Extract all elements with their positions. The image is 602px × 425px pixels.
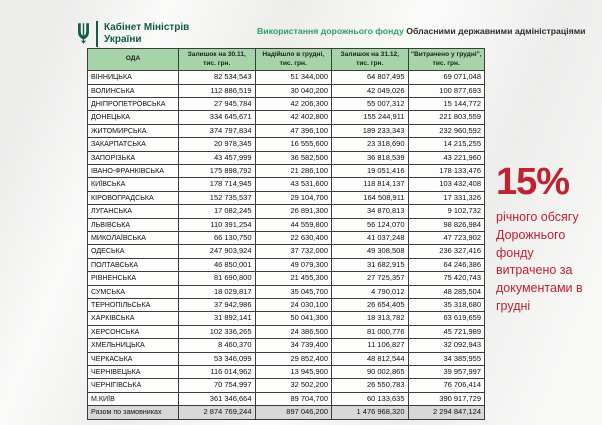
table-row [88, 191, 485, 204]
value-cell: 374 797,834 [179, 124, 256, 137]
value-cell: 30 040,200 [255, 84, 332, 97]
table-row [88, 352, 485, 365]
value-cell: 81 000,776 [332, 325, 409, 338]
value-cell: 232 960,592 [408, 124, 485, 137]
region-name-cell: ЗАКАРПАТСЬКА [88, 138, 179, 151]
value-cell: 178 133,476 [408, 164, 485, 177]
value-cell: 43 457,999 [179, 151, 256, 164]
value-cell: 236 327,416 [408, 245, 485, 258]
region-name-cell: МИКОЛАЇВСЬКА [88, 232, 179, 245]
value-cell: 45 721,989 [408, 325, 485, 338]
value-cell: 35 045,700 [255, 285, 332, 298]
table-row [88, 164, 485, 177]
value-cell: 26 891,300 [255, 205, 332, 218]
callout-percent: 15% [496, 161, 570, 203]
value-cell: 60 133,635 [332, 392, 409, 405]
value-cell: 390 917,729 [408, 392, 485, 405]
callout-text: річного обсягу Дорожнього фонду витрачено за документами в грудні [496, 210, 583, 313]
value-cell: 22 630,400 [255, 232, 332, 245]
value-cell: 43 531,600 [255, 178, 332, 191]
table-row [88, 84, 485, 97]
value-cell: 155 244,911 [332, 111, 409, 124]
value-cell: 15 144,772 [408, 97, 485, 110]
table-row [88, 124, 485, 137]
value-cell: 9 102,732 [408, 205, 485, 218]
value-cell: 23 318,690 [332, 138, 409, 151]
value-cell: 36 582,500 [255, 151, 332, 164]
table-row [88, 71, 485, 84]
table-row [88, 325, 485, 338]
value-cell: 189 233,343 [332, 124, 409, 137]
table-row [88, 245, 485, 258]
region-name-cell: ЧЕРНІВЕЦЬКА [88, 366, 179, 379]
region-name-cell: ОДЕСЬКА [88, 245, 179, 258]
value-cell: 103 432,408 [408, 178, 485, 191]
value-cell: 42 402,800 [255, 111, 332, 124]
table-row [88, 339, 485, 352]
value-cell: 221 803,559 [408, 111, 485, 124]
title-rest: Обласними державними адміністраціями [406, 26, 586, 36]
value-cell: 31 892,141 [179, 312, 256, 325]
value-cell: 37 942,986 [179, 299, 256, 312]
value-cell: 64 246,386 [408, 258, 485, 271]
region-name-cell: ЛУГАНСЬКА [88, 205, 179, 218]
value-cell: 29 852,400 [255, 352, 332, 365]
value-cell: 175 898,792 [179, 164, 256, 177]
region-name-cell: СУМСЬКА [88, 285, 179, 298]
value-cell: 47 396,100 [255, 124, 332, 137]
value-cell: 64 807,495 [332, 71, 409, 84]
value-cell: 21 455,300 [255, 272, 332, 285]
column-header: Залишок на 30.11, тис. грн. [179, 49, 256, 71]
value-cell: 70 754,997 [179, 379, 256, 392]
region-name-cell: ЧЕРКАСЬКА [88, 352, 179, 365]
value-cell: 35 318,680 [408, 299, 485, 312]
value-cell: 50 041,300 [255, 312, 332, 325]
value-cell: 43 221,960 [408, 151, 485, 164]
value-cell: 26 654,405 [332, 299, 409, 312]
table-row [88, 151, 485, 164]
value-cell: 164 508,911 [332, 191, 409, 204]
value-cell: 36 818,539 [332, 151, 409, 164]
value-cell: 42 049,026 [332, 84, 409, 97]
table-body [88, 71, 485, 406]
value-cell: 89 704,700 [255, 392, 332, 405]
value-cell: 178 714,945 [179, 178, 256, 191]
region-name-cell: ДОНЕЦЬКА [88, 111, 179, 124]
value-cell: 8 460,370 [179, 339, 256, 352]
region-name-cell: ВІННИЦЬКА [88, 71, 179, 84]
value-cell: 116 014,962 [179, 366, 256, 379]
value-cell: 98 826,984 [408, 218, 485, 231]
table-row [88, 312, 485, 325]
page-title [257, 26, 585, 36]
table-row [88, 285, 485, 298]
value-cell: 42 206,300 [255, 97, 332, 110]
value-cell: 11 106,827 [332, 339, 409, 352]
value-cell: 48 812,544 [332, 352, 409, 365]
value-cell: 49 308,508 [332, 245, 409, 258]
value-cell: 66 130,750 [179, 232, 256, 245]
value-cell: 48 285,504 [408, 285, 485, 298]
value-cell: 18 029,817 [179, 285, 256, 298]
column-header: "Витрачено у грудні", тис. грн. [408, 49, 485, 71]
value-cell: 247 903,924 [179, 245, 256, 258]
totals-row [88, 406, 485, 419]
value-cell: 75 420,743 [408, 272, 485, 285]
org-name-line1: Кабінет Міністрів [104, 21, 190, 33]
region-name-cell: ДНІПРОПЕТРОВСЬКА [88, 97, 179, 110]
value-cell: 31 682,915 [332, 258, 409, 271]
callout [496, 163, 596, 316]
value-cell: 2 294 847,124 [408, 406, 485, 419]
value-cell: 34 385,955 [408, 352, 485, 365]
column-header: ОДА [88, 49, 179, 71]
table-row [88, 178, 485, 191]
title-highlight: Використання дорожнього фонду [257, 26, 404, 36]
region-name-cell: М.КИЇВ [88, 392, 179, 405]
value-cell: 69 071,048 [408, 71, 485, 84]
value-cell: 19 051,416 [332, 164, 409, 177]
value-cell: 41 037,248 [332, 232, 409, 245]
table-row [88, 138, 485, 151]
value-cell: 29 104,700 [255, 191, 332, 204]
table-row [88, 299, 485, 312]
value-cell: 17 082,245 [179, 205, 256, 218]
table-row [88, 392, 485, 405]
region-name-cell: ІВАНО-ФРАНКІВСЬКА [88, 164, 179, 177]
value-cell: 37 732,000 [255, 245, 332, 258]
value-cell: 16 555,600 [255, 138, 332, 151]
region-name-cell: ХАРКІВСЬКА [88, 312, 179, 325]
cabinet-logo [76, 20, 189, 47]
value-cell: 334 645,671 [179, 111, 256, 124]
table-row [88, 97, 485, 110]
region-name-cell: ХМЕЛЬНИЦЬКА [88, 339, 179, 352]
value-cell: 110 391,254 [179, 218, 256, 231]
value-cell: 56 124,070 [332, 218, 409, 231]
value-cell: 897 046,200 [255, 406, 332, 419]
value-cell: 53 346,099 [179, 352, 256, 365]
region-name-cell: ХЕРСОНСЬКА [88, 325, 179, 338]
table-header-row [88, 49, 485, 71]
table-row [88, 218, 485, 231]
value-cell: 55 007,312 [332, 97, 409, 110]
region-name-cell: ПОЛТАВСЬКА [88, 258, 179, 271]
region-name-cell: ВОЛИНСЬКА [88, 84, 179, 97]
region-name-cell: КІРОВОГРАДСЬКА [88, 191, 179, 204]
value-cell: 20 978,345 [179, 138, 256, 151]
value-cell: 32 502,200 [255, 379, 332, 392]
table-row [88, 366, 485, 379]
value-cell: 118 814,137 [332, 178, 409, 191]
value-cell: 24 386,500 [255, 325, 332, 338]
value-cell: 46 850,001 [179, 258, 256, 271]
value-cell: 1 476 968,320 [332, 406, 409, 419]
value-cell: 34 870,813 [332, 205, 409, 218]
table-row [88, 205, 485, 218]
totals-label-cell: Разом по замовниках [88, 406, 179, 419]
region-name-cell: ЖИТОМИРСЬКА [88, 124, 179, 137]
value-cell: 361 346,664 [179, 392, 256, 405]
value-cell: 112 886,519 [179, 84, 256, 97]
org-name-line2: України [104, 33, 142, 45]
table-row [88, 272, 485, 285]
region-name-cell: РІВНЕНСЬКА [88, 272, 179, 285]
value-cell: 2 874 769,244 [179, 406, 256, 419]
value-cell: 4 790,012 [332, 285, 409, 298]
value-cell: 81 690,800 [179, 272, 256, 285]
value-cell: 102 336,265 [179, 325, 256, 338]
table-row [88, 232, 485, 245]
column-header: Залишок на 31.12, тис. грн. [332, 49, 409, 71]
region-name-cell: ЧЕРНІГІВСЬКА [88, 379, 179, 392]
value-cell: 32 092,943 [408, 339, 485, 352]
value-cell: 13 945,900 [255, 366, 332, 379]
value-cell: 34 739,400 [255, 339, 332, 352]
value-cell: 24 030,100 [255, 299, 332, 312]
table-row [88, 111, 485, 124]
fund-table [87, 48, 485, 420]
value-cell: 100 877,693 [408, 84, 485, 97]
region-name-cell: ТЕРНОПІЛЬСЬКА [88, 299, 179, 312]
value-cell: 17 331,326 [408, 191, 485, 204]
value-cell: 14 215,255 [408, 138, 485, 151]
region-name-cell: ЛЬВІВСЬКА [88, 218, 179, 231]
table-row [88, 258, 485, 271]
region-name-cell: КИЇВСЬКА [88, 178, 179, 191]
value-cell: 82 534,543 [179, 71, 256, 84]
value-cell: 63 619,659 [408, 312, 485, 325]
value-cell: 76 706,414 [408, 379, 485, 392]
logo-divider [96, 21, 98, 47]
column-header: Надійшло в грудні, тис. грн. [255, 49, 332, 71]
org-name [104, 22, 189, 46]
table-row [88, 379, 485, 392]
value-cell: 39 957,997 [408, 366, 485, 379]
value-cell: 27 725,357 [332, 272, 409, 285]
value-cell: 152 735,537 [179, 191, 256, 204]
value-cell: 44 559,800 [255, 218, 332, 231]
value-cell: 90 002,865 [332, 366, 409, 379]
value-cell: 51 344,000 [255, 71, 332, 84]
value-cell: 21 286,100 [255, 164, 332, 177]
value-cell: 47 723,902 [408, 232, 485, 245]
value-cell: 49 079,300 [255, 258, 332, 271]
value-cell: 27 945,784 [179, 97, 256, 110]
region-name-cell: ЗАПОРІЗЬКА [88, 151, 179, 164]
trident-icon [76, 20, 91, 47]
value-cell: 18 313,782 [332, 312, 409, 325]
value-cell: 26 550,783 [332, 379, 409, 392]
